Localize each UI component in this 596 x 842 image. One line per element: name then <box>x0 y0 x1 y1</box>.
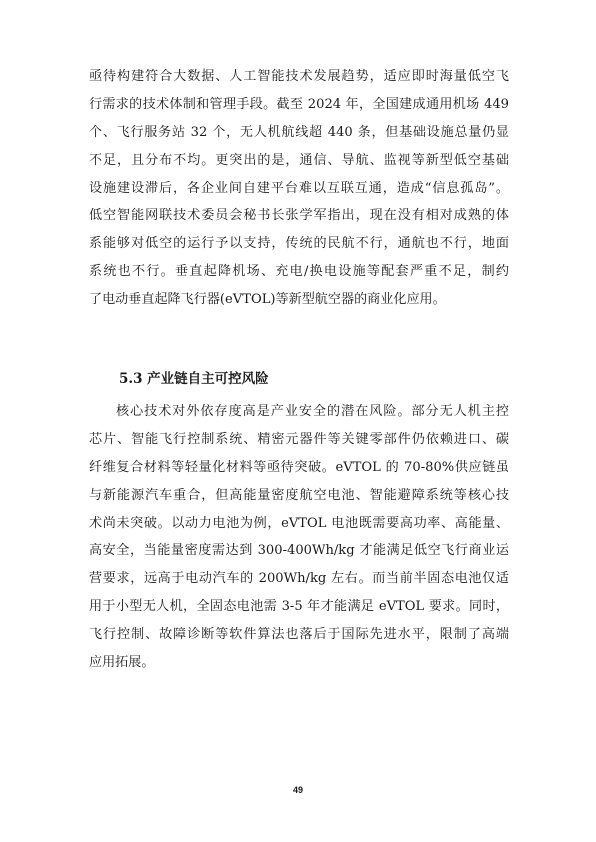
text-line: 应用拓展。 <box>89 655 155 671</box>
text-line: 亟待构建符合大数据、人工智能技术发展趋势，适应即时海量低空飞 <box>89 69 509 84</box>
text-line: 纤维复合材料等轻量化材料等亟待突破。eVTOL 的 70-80%供应链虽 <box>89 459 509 475</box>
text-line: 系能够对低空的运行予以支持，传统的民航不行，通航也不行，地面 <box>89 236 509 252</box>
paragraph-infrastructure <box>89 63 509 314</box>
text-line: 了电动垂直起降飞行器(eVTOL)等新型航空器的商业化应用。 <box>89 292 446 308</box>
text-line: 低空智能网联技术委员会秘书长张学军指出，现在没有相对成熟的体 <box>89 208 509 224</box>
text-line: 用于小型无人机，全固态电池需 3-5 年才能满足 eVTOL 要求。同时， <box>89 599 509 615</box>
text-line: 芯片、智能飞行控制系统、精密元器件等关键零部件仍依赖进口、碳 <box>89 431 509 447</box>
section-heading: 5.3 产业链自主可控风险 <box>119 371 269 387</box>
page-number: 49 <box>292 785 303 795</box>
text-line: 系统也不行。垂直起降机场、充电/换电设施等配套严重不足，制约 <box>89 264 509 280</box>
text-line: 术尚未突破。以动力电池为例，eVTOL 电池既需要高功率、高能量、 <box>89 515 509 531</box>
text-line: 与新能源汽车重合，但高能量密度航空电池、智能避障系统等核心技 <box>89 487 509 503</box>
text-line: 营要求，远高于电动汽车的 200Wh/kg 左右。而当前半固态电池仅适 <box>89 571 509 587</box>
text-line: 飞行控制、故障诊断等软件算法也落后于国际先进水平，限制了高端 <box>89 627 509 643</box>
paragraph-supply-chain <box>89 398 509 677</box>
text-line: 不足，且分布不均。更突出的是，通信、导航、监视等新型低空基础 <box>89 152 509 168</box>
text-line: 核心技术对外依存度高是产业安全的潜在风险。部分无人机主控 <box>116 404 509 419</box>
text-line: 个、飞行服务站 32 个，无人机航线超 440 条，但基础设施总量仍显 <box>89 124 509 140</box>
text-line: 高安全，当能量密度需达到 300-400Wh/kg 才能满足低空飞行商业运 <box>89 543 509 559</box>
text-line: 设施建设滞后，各企业间自建平台难以互联互通，造成“信息孤岛”。 <box>89 180 509 196</box>
text-line: 行需求的技术体制和管理手段。截至 2024 年，全国建成通用机场 449 <box>89 96 509 112</box>
